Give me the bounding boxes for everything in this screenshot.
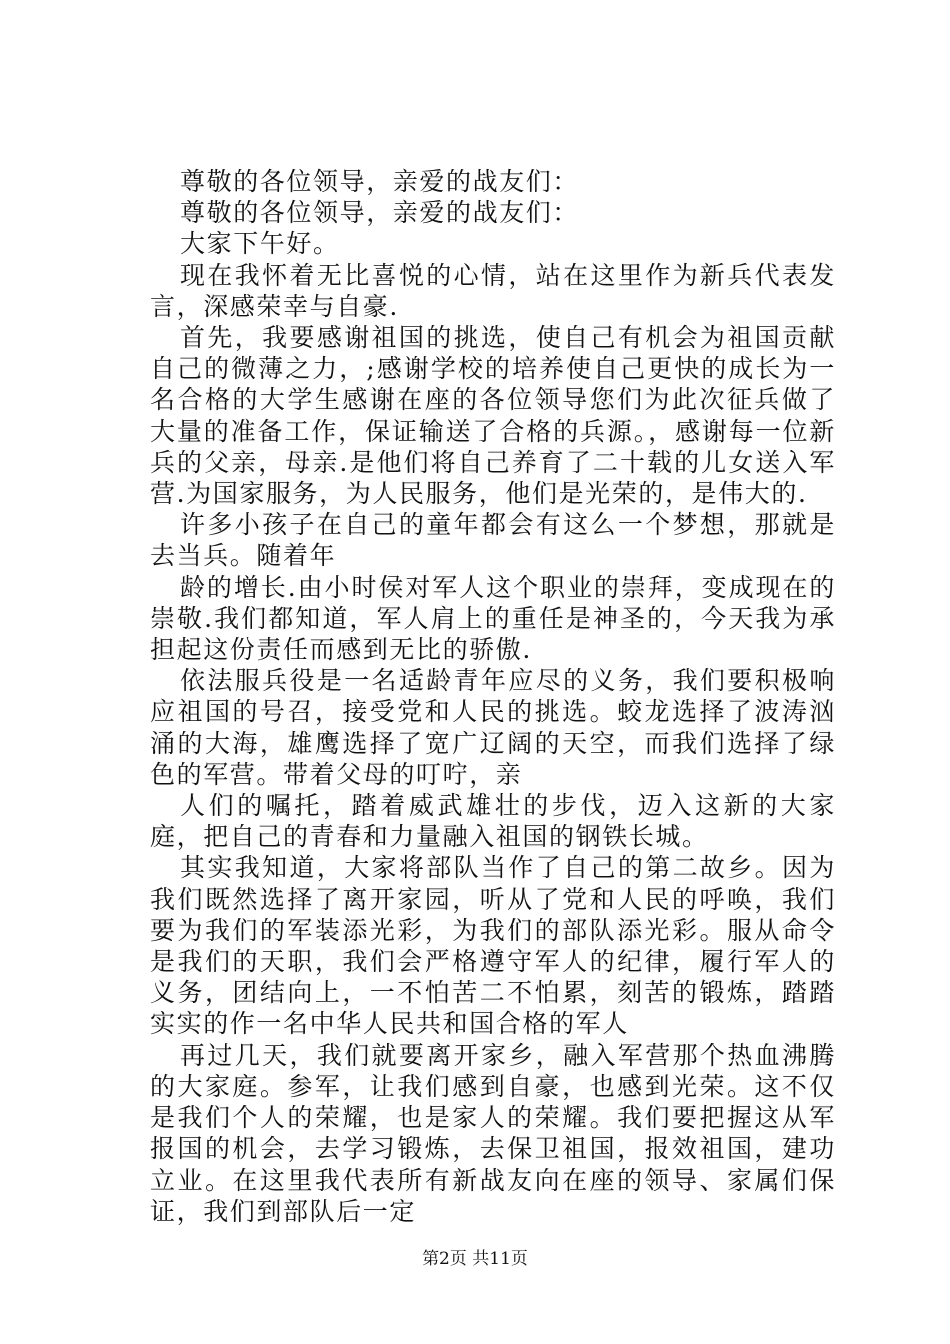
paragraph-duty: 依法服兵役是一名适龄青年应尽的义务，我们要积极响应祖国的号召，接受党和人民的挑选。蛟龙选择了波涛汹涌的大海，雄鹰选择了宽广辽阔的天空，而我们选择了绿色的军营。带着父母的叮咛，亲 [150,666,836,789]
document-body [150,166,836,1227]
page-number-footer: 第2页 共11页 [422,1249,528,1269]
paragraph-dream: 许多小孩子在自己的童年都会有这么一个梦想，那就是去当兵。随着年 [150,510,836,571]
paragraph-hometown: 其实我知道，大家将部队当作了自己的第二故乡。因为我们既然选择了离开家园，听从了党和人民的呼唤，我们要为我们的军装添光彩，为我们的部队添光彩。服从命令是我们的天职，我们会严格遵守军人的纪律，履行军人的义务，团结向上，一不怕苦二不怕累，刻苦的锻炼，踏踏实实的作一名中华人民共和国合格的军人 [150,853,836,1039]
paragraph-salutation-repeat: 尊敬的各位领导，亲爱的战友们： [180,198,580,228]
paragraph-pledge: 再过几天，我们就要离开家乡，融入军营那个热血沸腾的大家庭。参军，让我们感到自豪，也感到光荣。这不仅是我们个人的荣耀，也是家人的荣耀。我们要把握这从军报国的机会，去学习锻炼，去保卫祖国，报效祖国，建功立业。在这里我代表所有新战友向在座的领导、家属们保证，我们到部队后一定 [150,1040,836,1226]
paragraph-intro: 现在我怀着无比喜悦的心情，站在这里作为新兵代表发言，深感荣幸与自豪. [150,260,836,321]
paragraph-dream-continued: 龄的增长.由小时侯对军人这个职业的崇拜，变成现在的崇敬.我们都知道，军人肩上的重任是神圣的，今天我为承担起这份责任而感到无比的骄傲. [150,572,836,665]
paragraph-duty-continued: 人们的嘱托，踏着威武雄壮的步伐，迈入这新的大家庭，把自己的青春和力量融入祖国的钢铁长城。 [150,791,836,852]
paragraph-salutation: 尊敬的各位领导，亲爱的战友们： [180,167,580,196]
paragraph-thanks: 首先，我要感谢祖国的挑选，使自己有机会为祖国贡献自己的微薄之力，;感谢学校的培养使自己更快的成长为一名合格的大学生感谢在座的各位领导您们为此次征兵做了大量的准备工作，保证输送了合格的兵源。，感谢每一位新兵的父亲，母亲.是他们将自己养育了二十载的儿女送入军营.为国家服务，为人民服务，他们是光荣的，是伟大的. [150,323,836,509]
paragraph-greeting: 大家下午好。 [180,229,340,259]
